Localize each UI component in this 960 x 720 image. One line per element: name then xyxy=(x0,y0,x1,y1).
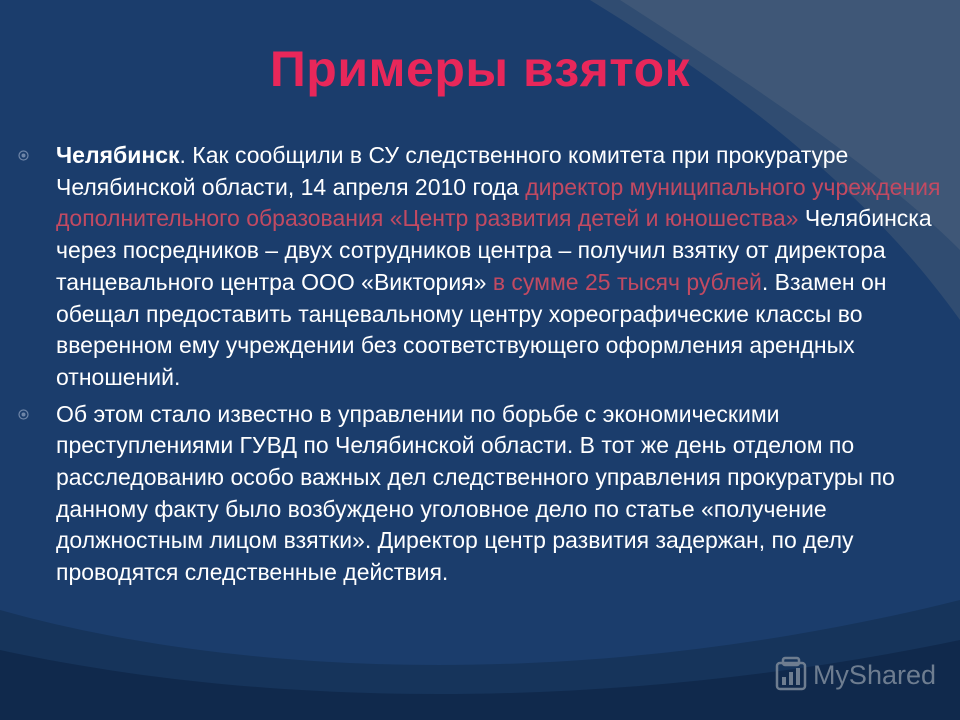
text-segment: . Взамен он обещал предоставить танцевальному центру хореографические классы во вверенном ему учреждении без соответствующего оформления арендных отношений. xyxy=(56,268,887,390)
text-segment: . Как сообщили в СУ следственного комитета при прокуратуре Челябинской области, 14 апреля 2010 года xyxy=(56,142,849,200)
text-segment: Челябинска через посредников – двух сотрудников центра – получил взятку от директора танцевального центра ООО «Виктория» xyxy=(56,205,932,295)
highlighted-text: директор муниципального учреждения дополнительного образования «Центр развития детей и юношества» xyxy=(56,173,941,232)
watermark-text: MyShared xyxy=(812,659,936,690)
bold-text: Челябинск xyxy=(56,142,180,168)
bullet-icon xyxy=(18,150,29,161)
bullet-icon xyxy=(18,409,29,420)
bullet-item xyxy=(56,140,956,394)
myshared-logo-icon xyxy=(773,655,809,695)
myshared-watermark xyxy=(773,653,936,697)
highlighted-text: в сумме 25 тысяч рублей xyxy=(492,268,762,295)
bullet-item xyxy=(56,399,956,589)
slide-body xyxy=(56,140,956,589)
text-segment: Об этом стало известно в управлении по борьбе с экономическими преступлениями ГУВД по Челябинской области. В тот же день отделом по расследованию особо важных дел следственного управления прокуратуры по данному факту было возбуждено уголовное дело по статье «получение должностным лицом взятки». Директор центр развития задержан, по делу проводятся следственные действия. xyxy=(56,400,895,586)
slide-title: Примеры взяток xyxy=(269,41,691,97)
